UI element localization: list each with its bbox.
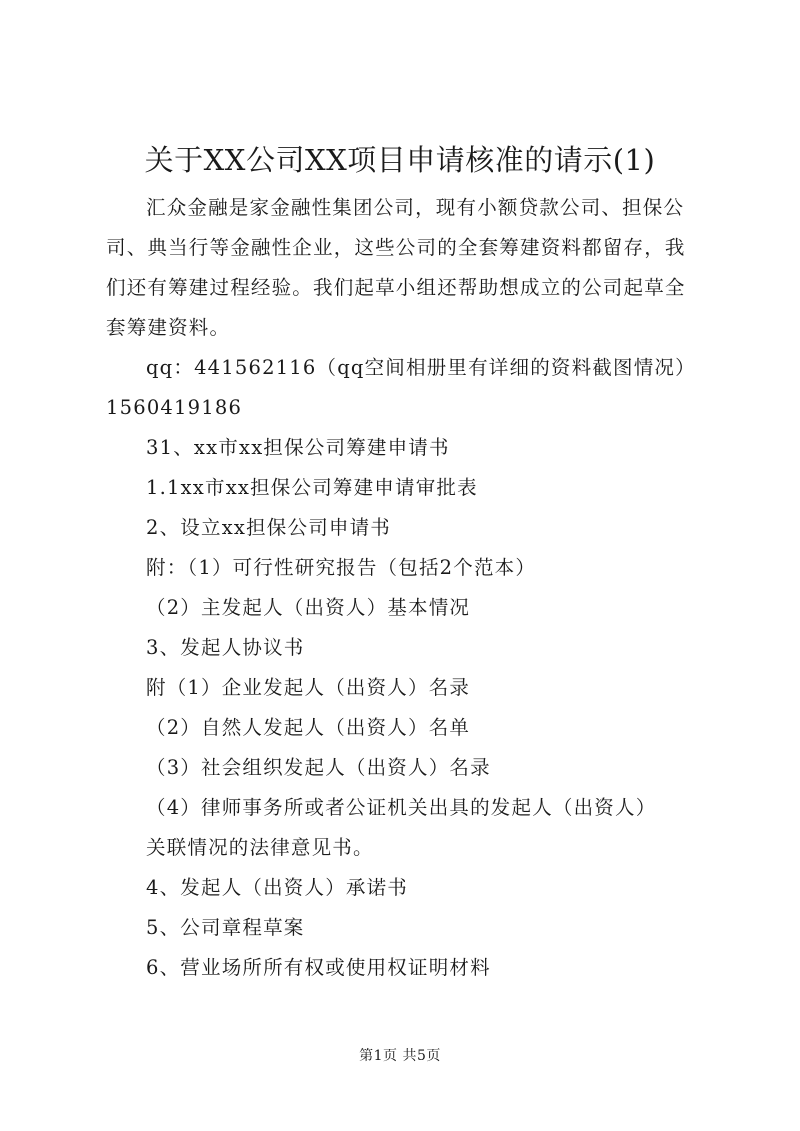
list-item: 附（1）企业发起人（出资人）名录 — [146, 676, 471, 699]
contact-qq-line: qq：441562116（qq空间相册里有详细的资料截图情况） — [146, 356, 696, 379]
list-item: （4）律师事务所或者公证机关出具的发起人（出资人） — [146, 796, 657, 819]
contact-phone-line: 1560419186 — [106, 396, 243, 419]
list-item: 1.1xx市xx担保公司筹建申请审批表 — [146, 476, 478, 499]
list-item: 6、营业场所所有权或使用权证明材料 — [146, 956, 491, 979]
list-item: 5、公司章程草案 — [146, 916, 305, 939]
list-item: （2）主发起人（出资人）基本情况 — [146, 596, 471, 619]
document-body — [106, 188, 706, 988]
list-item: 关联情况的法律意见书。 — [146, 836, 374, 859]
intro-paragraph: 汇众金融是家金融性集团公司，现有小额贷款公司、担保公司、典当行等金融性企业，这些公司的全套筹建资料都留存，我们还有筹建过程经验。我们起草小组还帮助想成立的公司起草全套筹建资料。 — [106, 196, 686, 339]
list-item: 4、发起人（出资人）承诺书 — [146, 876, 409, 899]
list-item: 3、发起人协议书 — [146, 636, 305, 659]
page-number-footer: 第1页 共5页 — [359, 1048, 441, 1064]
list-item: 2、设立xx担保公司申请书 — [146, 516, 392, 539]
document-title: 关于XX公司XX项目申请核准的请示(1) — [144, 143, 656, 177]
list-item: （2）自然人发起人（出资人）名单 — [146, 716, 471, 739]
list-item: 附：（1）可行性研究报告（包括2个范本） — [146, 556, 537, 579]
list-item: （3）社会组织发起人（出资人）名录 — [146, 756, 491, 779]
list-item: 31、xx市xx担保公司筹建申请书 — [146, 436, 450, 459]
